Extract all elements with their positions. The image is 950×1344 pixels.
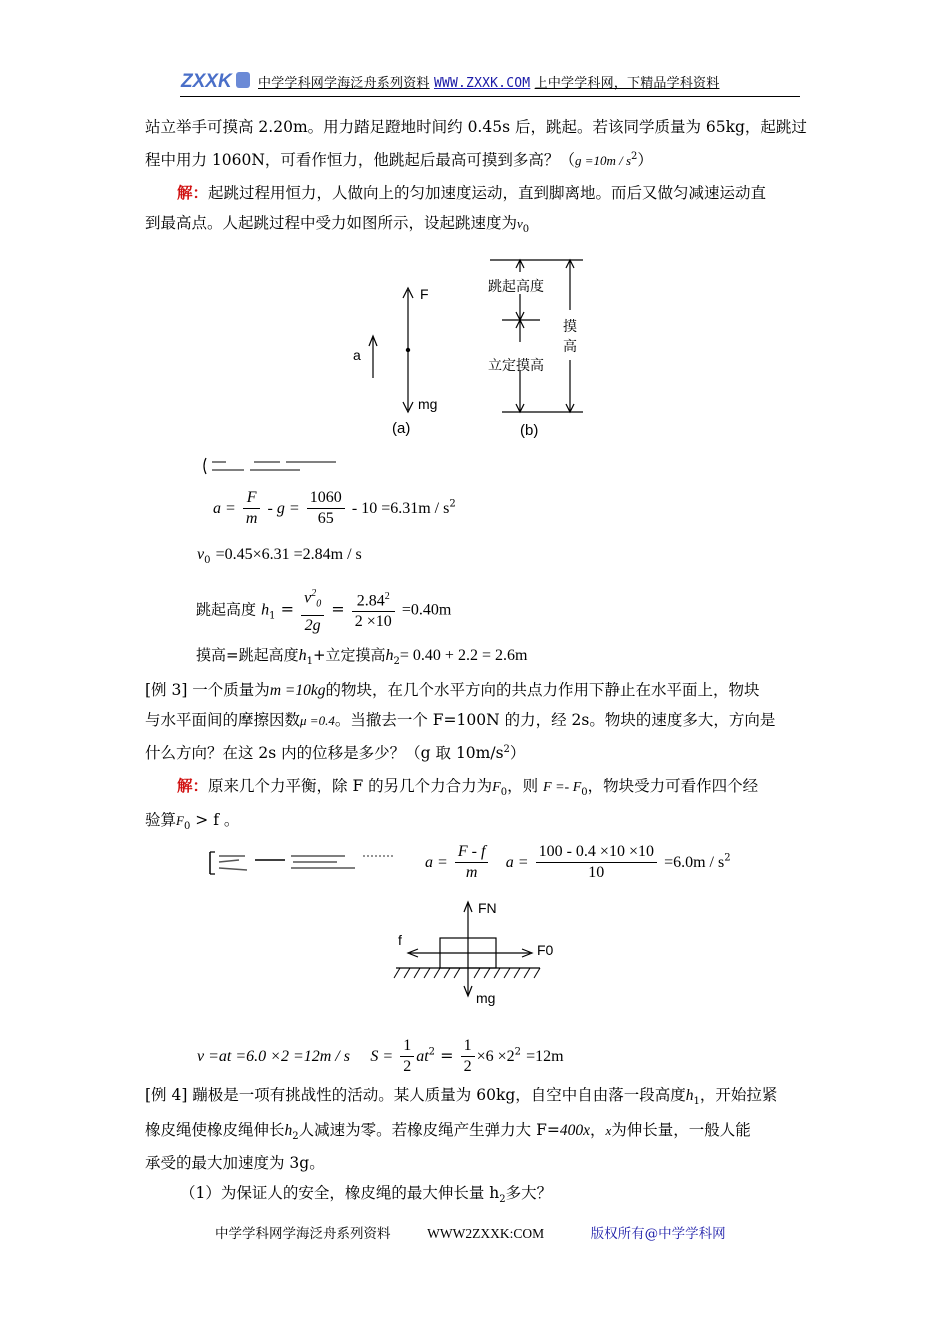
velocity-result: v =at =6.0 ×2 =12m / s <box>197 1048 350 1065</box>
block-weight-label: mg <box>476 990 496 1006</box>
h1-label: 跳起高度 <box>196 600 257 619</box>
frac-num: F - f <box>455 842 489 863</box>
fraction-284sq-over-20: $\frac{2.84^2}{2 \times 10}$ <box>352 587 395 632</box>
footer-url: WWW2ZXXK:COM <box>427 1226 545 1241</box>
frac-num: 100 - 0.4 ×10 ×10 <box>536 842 657 863</box>
solution-line-2: 到最高点。人起跳过程中受力如图所示，设起跳速度为$v_0$ <box>145 214 530 236</box>
ex4-text-b: ，开始拉紧 <box>699 1086 778 1104</box>
fraction-F-minus-f-over-m <box>455 842 489 883</box>
spring-force: 400x <box>559 1122 590 1139</box>
solution3-line-1: 解：原来几个力平衡，除 F 的另几个力合力为$F_0$，则 $F =- F_0$，物块受力可看作四个经 <box>177 776 759 799</box>
fraction-F-over-m <box>243 488 261 529</box>
example4-question-1: （1）为保证人的安全，橡皮绳的最大伸长量 $h_2$多大？ <box>180 1184 553 1206</box>
v0-symbol: v <box>517 216 523 231</box>
example4-line-3: 承受的最大加速度为 3g。 <box>145 1154 325 1172</box>
sol3-text-c: ，物块受力可看作四个经 <box>587 777 759 795</box>
friction-f-label: f <box>398 932 402 948</box>
zxxk-logo-icon <box>180 68 252 92</box>
total-mid: +立定摸高 <box>312 646 386 664</box>
fraction-1060-over-65 <box>307 488 345 529</box>
comma: ， <box>589 1121 606 1139</box>
solution3-label: 解： <box>177 776 209 795</box>
total-reach-label-1: 摸 <box>563 318 577 334</box>
force-F0-label: F0 <box>537 942 554 958</box>
S-result: =12m <box>526 1048 564 1065</box>
F0-symbol: F <box>176 813 184 828</box>
svg-text:ZXXK: ZXXK <box>181 71 232 92</box>
garbled-equation-fragment-2 <box>205 848 405 878</box>
eq-sign: = <box>440 1046 454 1065</box>
example3-line-2 <box>145 705 775 736</box>
q1-text: （1）为保证人的安全，橡皮绳的最大伸长量 h <box>180 1184 500 1202</box>
S-lhs: S = <box>370 1048 394 1065</box>
solution-text-2: 到最高点。人起跳过程中受力如图所示，设起跳速度为 <box>145 214 518 232</box>
weight-mg-label: mg <box>418 396 438 412</box>
eq-a-lhs: a = <box>213 500 236 517</box>
ex4-text: [例 4] 蹦极是一项有挑战性的活动。某人质量为 60kg，自空中自由落一段高度 <box>145 1086 686 1104</box>
block-force-diagram <box>390 898 560 1008</box>
force-F-label: F <box>420 286 429 302</box>
gravity-value: g =10m / s <box>574 153 632 169</box>
acceleration-result: =6.0m / s <box>664 854 725 871</box>
fraction-v0sq-over-2g: $\frac{v^2_0}{2g}$ <box>301 584 324 636</box>
page-header <box>180 66 800 97</box>
fraction-numeric-ex3 <box>536 842 657 883</box>
frac-den: 65 <box>317 510 334 527</box>
ex4-text-2: 橡皮绳使橡皮绳伸长 <box>145 1121 285 1139</box>
figure-a-caption: (a) <box>392 420 411 437</box>
sol3-text: 原来几个力平衡，除 F 的另几个力合力为 <box>208 777 493 795</box>
problem-text: 程中用力 1060N，可看作恒力，他跳起后最高可摸到多高？（ <box>145 151 575 170</box>
problem-text-line-1: 站立举手可摸高 2.20m。用力踏足蹬地时间约 0.45s 后，跳起。若该同学质量为 65kg，起跳过 <box>145 118 807 136</box>
friction-coefficient: μ =0.4 <box>300 713 335 728</box>
v0-equation: $v_0 =0.45\times 6.31 =2.84m / s$ <box>197 546 362 567</box>
q1-end: 多大？ <box>505 1184 553 1202</box>
ex4-text-2b: 人减速为零。若橡皮绳产生弹力大 F= <box>298 1121 560 1139</box>
paren-close: ） <box>509 744 526 763</box>
eq-a-rhs: - 10 =6.31m / s <box>351 500 450 517</box>
ex3-text-3: 什么方向？在这 2s 内的位移是多少？（g 取 10m/s <box>145 744 504 763</box>
eq-sign: = <box>280 599 294 619</box>
ex3-text-b: 的物块，在几个水平方向的共点力作用下静止在水平面上，物块 <box>325 681 760 699</box>
x-symbol: x <box>605 1123 612 1138</box>
total-result: = 0.40 + 2.2 = 2.6m <box>399 647 528 664</box>
ex3-text-2: 与水平面间的摩擦因数 <box>145 711 301 729</box>
fraction-half-2: $\frac{1}{2}$ <box>461 1036 475 1077</box>
problem-text-line-2: 程中用力 1060N，可看作恒力，他跳起后最高可摸到多高？$(g =10m / s^2)$ <box>145 151 653 170</box>
eq-a-mid: - g = <box>267 500 300 517</box>
ex3-text: [例 3] 一个质量为 <box>145 681 270 699</box>
frac-num: 1060 <box>307 488 345 509</box>
header-text <box>258 72 719 91</box>
solution-text: 起跳过程用恒力，人做向上的匀加速度运动，直到脚离地。而后又做匀减速运动直 <box>208 184 767 202</box>
frac-num: F <box>243 488 261 509</box>
frac-den: 10 <box>588 864 605 881</box>
S-rhs: ×6 ×2 <box>476 1048 515 1065</box>
standing-reach-label: 立定摸高 <box>488 357 544 373</box>
acceleration-equation-ex3: a = $\frac{F - f}{m}$ a = $\frac{100 - 0.4 \times 10 \times 10}{10}$ $=6.0m / s^2$ <box>425 843 731 881</box>
frac-num: 2.84 <box>356 592 385 610</box>
velocity-displacement-equation: v =at =6.0 ×2 =12m / s S = $\frac{1}{2}$ $at^2$ = $\frac{1}{2}$ $\times 6 \times 2^2 =12m$ <box>197 1037 564 1075</box>
frac-num: v <box>304 589 312 607</box>
header-url-link[interactable]: WWW.ZXXK.COM <box>433 76 531 91</box>
total-reach-equation: 摸高=跳起高度$h_1+$立定摸高$h_2= 0.40 + 2.2 = 2.6m$ <box>196 646 528 668</box>
S-at: at <box>416 1048 429 1065</box>
sol3-inequality: > f 。 <box>195 811 240 829</box>
ex3-text-2b: 。当撤去一个 F=100N 的力，经 2s。物块的速度多大，方向是 <box>334 711 776 729</box>
figure-b-caption: (b) <box>520 422 539 439</box>
sol3-text-b: ，则 <box>507 777 539 795</box>
force-relation: F =- F <box>543 780 582 795</box>
jump-height-label: 跳起高度 <box>488 278 544 294</box>
solution3-line-2: 验算$F_0 > f$ 。 <box>145 811 240 833</box>
ex4-text-2d: 为伸长量，一般人能 <box>611 1121 751 1139</box>
h1-equation: 跳起高度 $h_1$ = $\frac{v^2_0}{2g}$ = $\frac{2.84^2}{2 \times 10}$ =0.40m <box>196 584 451 636</box>
solution-label: 解： <box>177 183 209 202</box>
total-reach-label-2: 高 <box>563 338 577 354</box>
header-slogan: 上中学学科网，下精品学科资料 <box>534 76 720 91</box>
example4-line-1: [例 4] 蹦极是一项有挑战性的活动。某人质量为 60kg，自空中自由落一段高度$h_1$，开始拉紧 <box>145 1086 778 1108</box>
acceleration-a-label: a <box>353 347 361 363</box>
frac-den: m <box>245 510 258 527</box>
page-footer <box>215 1222 726 1242</box>
frac-den: m <box>465 864 478 881</box>
mass-value: m =10kg <box>269 682 326 699</box>
h1-result: =0.40m <box>401 601 452 619</box>
footer-left: 中学学科网学海泛舟系列资料 <box>215 1226 391 1242</box>
header-title: 中学学科网学海泛舟系列资料 <box>258 76 430 91</box>
paren-close: ） <box>637 151 653 170</box>
acceleration-equation: a = $\frac{F}{m}$ - g = $\frac{1060}{65}$ - $10 =6.31m / s^2$ <box>213 489 456 527</box>
fraction-half: $\frac{1}{2}$ <box>400 1036 414 1077</box>
normal-force-label: FN <box>478 900 497 916</box>
v0-value: =0.45×6.31 =2.84m / s <box>215 546 362 563</box>
example3-line-1 <box>145 675 760 706</box>
footer-copyright: 版权所有@中学学科网 <box>590 1226 726 1242</box>
solution-line-1 <box>177 178 766 208</box>
example4-line-2: 橡皮绳使橡皮绳伸长$h_2$人减速为零。若橡皮绳产生弹力大 F=400x，x为伸长量，一般人能 <box>145 1121 751 1143</box>
sol3-text-2: 验算 <box>145 811 177 829</box>
example3-line-3: 什么方向？在这 2s 内的位移是多少？（g 取 $10m/s^2$） <box>145 744 526 763</box>
garbled-equation-fragment <box>200 456 340 476</box>
frac-den: 2 ×10 <box>354 613 392 631</box>
frac-den: 2g <box>304 616 321 634</box>
total-label: 摸高=跳起高度 <box>196 646 299 664</box>
